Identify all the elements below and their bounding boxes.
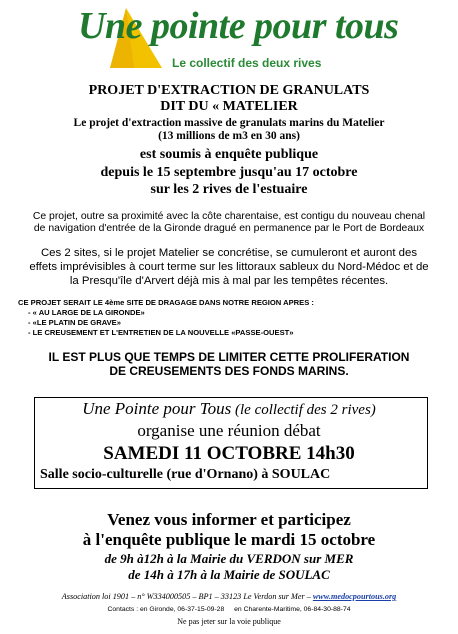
association-info: Association loi 1901 – n° W334000505 – BP1 – 33123 Le Verdon sur Mer – <box>61 592 311 601</box>
event-org-note: (le collectif des 2 rives) <box>235 402 376 418</box>
warning-line2: DE CREUSEMENTS DES FONDS MARINS. <box>109 364 349 378</box>
list-item: - «LE PLATIN DE GRAVE» <box>28 318 121 327</box>
heading-line7: sur les 2 rives de l'estuaire <box>150 182 308 197</box>
list-item: - « AU LARGE DE LA GIRONDE» <box>28 308 145 317</box>
para2-line1: Ces 2 sites, si le projet Matelier se concrétise, se cumuleront et auront des <box>40 247 418 259</box>
event-action: organise une réunion débat <box>137 421 321 440</box>
cta-line2: à l'enquête publique le mardi 15 octobre <box>82 530 376 549</box>
list-item: - LE CREUSEMENT ET L'ENTRETIEN DE LA NOUVELLE «PASSE-OUEST» <box>28 328 294 337</box>
list-intro: CE PROJET SERAIT LE 4ème SITE DE DRAGAGE DANS NOTRE REGION APRES : <box>18 298 314 307</box>
event-date: SAMEDI 11 OCTOBRE 14h30 <box>103 443 355 464</box>
event-place: Salle socio-culturelle (rue d'Ornano) à SOULAC <box>40 467 331 482</box>
heading-line2: DIT DU « MATELIER <box>160 99 298 114</box>
para1-line1: Ce projet, outre sa proximité avec la côte charentaise, est contigu du nouveau chenal <box>32 211 426 222</box>
logo-title: Une pointe pour tous <box>78 5 399 47</box>
cta-line4: de 14h à 17h à la Mairie de SOULAC <box>128 567 330 582</box>
heading-line5: est soumis à enquête publique <box>139 147 319 162</box>
footer-association <box>0 592 458 601</box>
cta-line3: de 9h à12h à la Mairie du VERDON sur MER <box>104 551 354 566</box>
contacts-label: Contacts : <box>107 606 139 613</box>
para1-line2: de navigation d'entrée de la Gironde dragué en permanence par le Port de Bordeaux <box>33 223 425 234</box>
logo-subtitle: Le collectif des deux rives <box>172 56 322 70</box>
event-organizer <box>0 399 458 419</box>
warning-line1: IL EST PLUS QUE TEMPS DE LIMITER CETTE PROLIFERATION <box>48 350 410 364</box>
heading-line3: Le projet d'extraction massive de granulats marins du Matelier <box>73 117 385 129</box>
heading-line4: (13 millions de m3 en 30 ans) <box>158 130 300 142</box>
footer-contacts <box>0 606 458 613</box>
event-org-name: Une Pointe pour Tous <box>82 399 232 418</box>
contact-gironde: en Gironde, 06-37-15-09-28 <box>139 606 225 613</box>
logo <box>0 0 458 80</box>
cta-line1: Venez vous informer et participez <box>107 510 351 529</box>
para2-line2: effets imprévisibles à court terme sur les littoraux sableux du Nord-Médoc et de <box>29 261 429 273</box>
website-link[interactable]: www.medocpourtous.org <box>312 592 397 601</box>
heading-line1: PROJET D'EXTRACTION DE GRANULATS <box>88 83 370 98</box>
para2-line3: la Presqu'île d'Arvert déjà mis à mal par les tempêtes récentes. <box>69 275 389 287</box>
heading-line6: depuis le 15 septembre jusqu'au 17 octobre <box>100 165 358 180</box>
footer-note: Ne pas jeter sur la voie publique <box>177 617 281 626</box>
dredging-sites-list <box>18 298 314 338</box>
contact-charente: en Charente-Maritime, 06-84-30-88-74 <box>234 606 351 613</box>
